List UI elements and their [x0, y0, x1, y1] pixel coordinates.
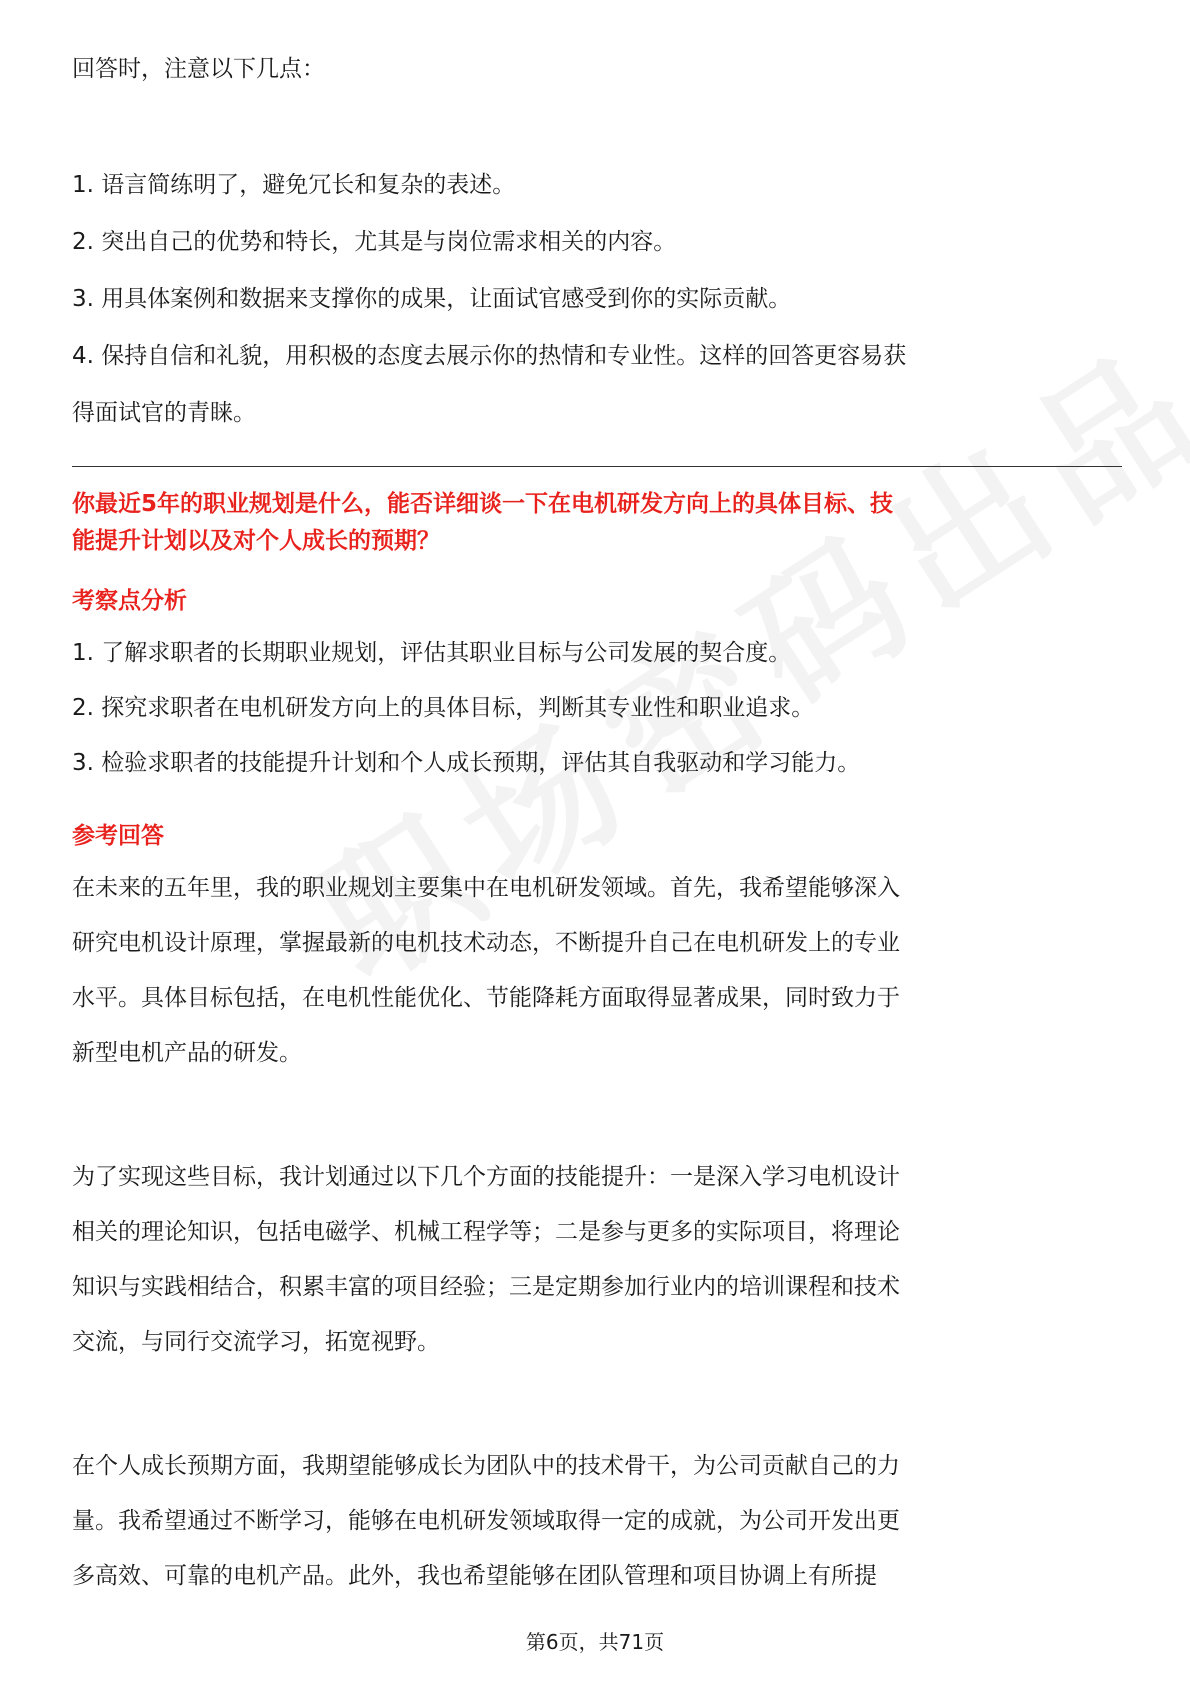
analysis-item: 2. 探究求职者在电机研发方向上的具体目标，判断其专业性和职业追求。: [72, 695, 815, 721]
answer-line: 在个人成长预期方面，我期望能够成长为团队中的技术骨干，为公司贡献自己的力: [72, 1453, 900, 1479]
answer-line: 在未来的五年里，我的职业规划主要集中在电机研发领域。首先，我希望能够深入: [72, 875, 900, 901]
answer-line: 研究电机设计原理，掌握最新的电机技术动态，不断提升自己在电机研发上的专业: [72, 930, 900, 956]
question-line: 你最近5年的职业规划是什么，能否详细谈一下在电机研发方向上的具体目标、技: [72, 491, 894, 517]
answer-line: 相关的理论知识，包括电磁学、机械工程学等；二是参与更多的实际项目，将理论: [72, 1219, 900, 1245]
answer-paragraph: [72, 1150, 900, 1370]
answer-line: 知识与实践相结合，积累丰富的项目经验；三是定期参加行业内的培训课程和技术: [72, 1274, 900, 1300]
intro-text: 回答时，注意以下几点：: [72, 56, 325, 82]
tip-item: 3. 用具体案例和数据来支撑你的成果，让面试官感受到你的实际贡献。: [72, 286, 792, 312]
answer-paragraph: [72, 861, 900, 1081]
tip-item: 2. 突出自己的优势和特长，尤其是与岗位需求相关的内容。: [72, 229, 677, 255]
tip-item-continuation: 得面试官的青睐。: [72, 400, 256, 426]
analysis-list: [72, 626, 860, 791]
analysis-heading: 考察点分析: [72, 588, 187, 614]
answer-line: 水平。具体目标包括，在电机性能优化、节能降耗方面取得显著成果，同时致力于: [72, 985, 900, 1011]
answer-line: 量。我希望通过不断学习，能够在电机研发领域取得一定的成就，为公司开发出更: [72, 1508, 900, 1534]
answer-line: 交流，与同行交流学习，拓宽视野。: [72, 1329, 440, 1355]
section-divider: [72, 466, 1122, 467]
answer-line: 多高效、可靠的电机产品。此外，我也希望能够在团队管理和项目协调上有所提: [72, 1563, 877, 1589]
answer-line: 新型电机产品的研发。: [72, 1040, 302, 1066]
question-title: [72, 486, 1122, 560]
answer-heading: 参考回答: [72, 823, 164, 849]
page-number: 第6页，共71页: [525, 1630, 665, 1654]
tip-item: 4. 保持自信和礼貌，用积极的态度去展示你的热情和专业性。这样的回答更容易获: [72, 343, 907, 369]
analysis-item: 3. 检验求职者的技能提升计划和个人成长预期，评估其自我驱动和学习能力。: [72, 750, 861, 776]
answer-line: 为了实现这些目标，我计划通过以下几个方面的技能提升：一是深入学习电机设计: [72, 1164, 900, 1190]
analysis-item: 1. 了解求职者的长期职业规划，评估其职业目标与公司发展的契合度。: [72, 640, 792, 666]
answer-paragraph: [72, 1439, 900, 1604]
tips-list: [72, 157, 1122, 442]
question-line: 能提升计划以及对个人成长的预期？: [72, 528, 440, 554]
tip-item: 1. 语言简练明了，避免冗长和复杂的表述。: [72, 172, 516, 198]
